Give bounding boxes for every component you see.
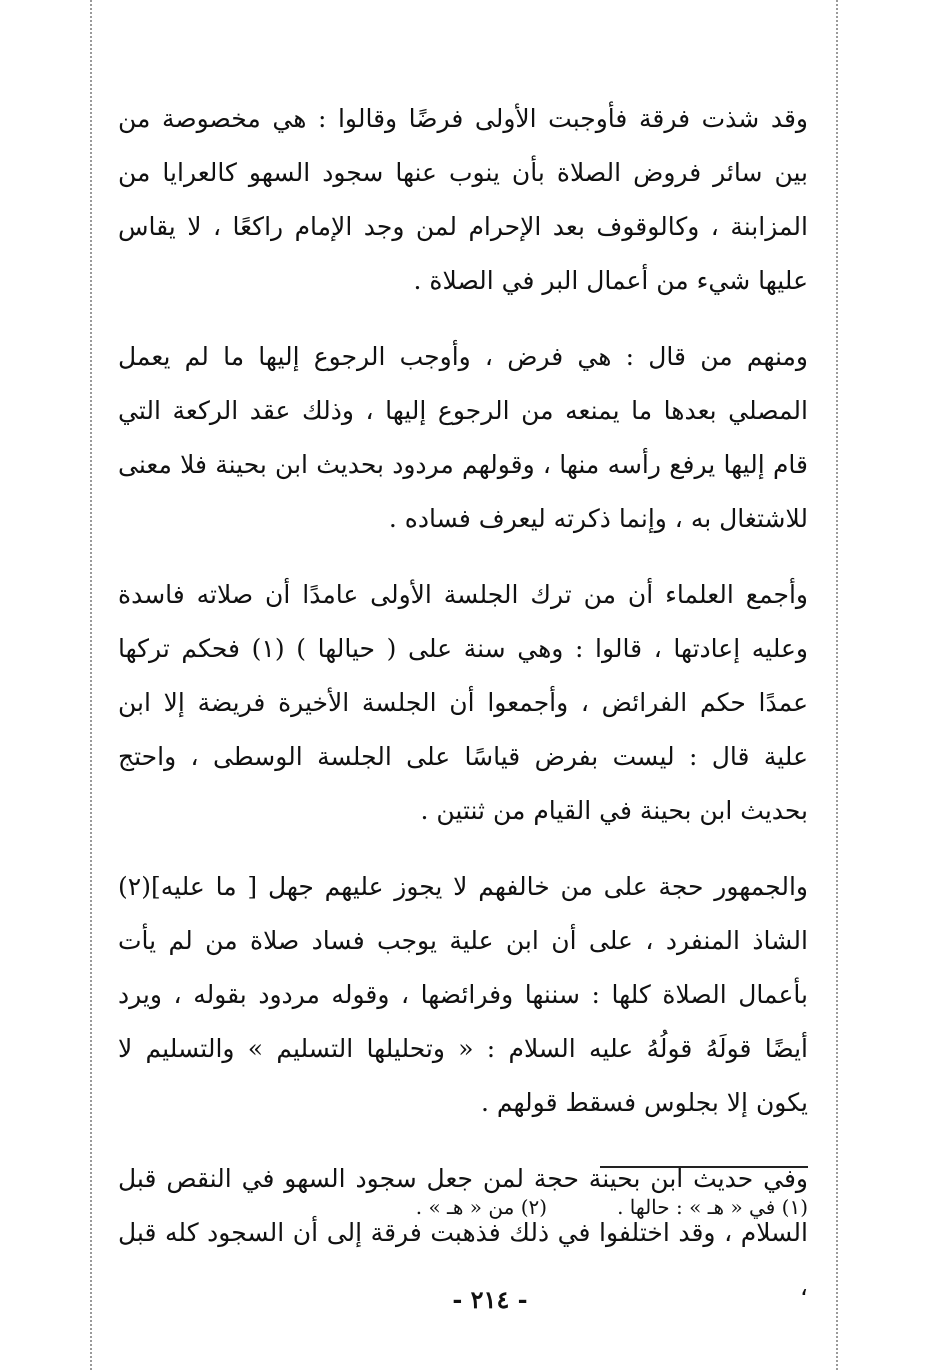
paragraph-3: وأجمع العلماء أن من ترك الجلسة الأولى عامدًا أن صلاته فاسدة وعليه إعادتها ، قالوا : وهي سنة على ( حيالها ) (١) فحكم تركها عمدًا حكم الفرائض ، وأجمعوا أن الجلسة الأخيرة فريضة إلا ابن علية قال : ليست بفرض قياسًا على الجلسة الوسطى ، واحتج بحديث ابن بحينة في القيام من ثنتين . [118, 580, 808, 825]
paragraph-1: وقد شذت فرقة فأوجبت الأولى فرضًا وقالوا : هي مخصوصة من بين سائر فروض الصلاة بأن ينوب عنها سجود السهو كالعرايا من المزابنة ، وكالوقوف بعد الإحرام لمن وجد الإمام راكعًا ، لا يقاس عليها شيء من أعمال البر في الصلاة . [118, 104, 808, 295]
left-margin-guide [90, 0, 92, 1370]
footnote-2: (٢) من « هـ » . [415, 1195, 548, 1219]
footnote-1: (١) في « هـ » : حالها . [617, 1195, 808, 1219]
page-number: - ٢١٤ - [452, 1285, 528, 1314]
paragraph-2: ومنهم من قال : هي فرض ، وأوجب الرجوع إليها ما لم يعمل المصلي بعدها ما يمنعه من الرجوع إليها ، وذلك عقد الركعة التي قام إليها يرفع رأسه منها ، وقولهم مردود بحديث ابن بحينة فلا معنى للاشتغال به ، وإنما ذكرته ليعرف فساده . [118, 342, 808, 533]
footnote-separator [600, 1166, 808, 1168]
body-text [118, 92, 808, 1336]
right-margin-guide [836, 0, 838, 1370]
paragraph-4: والجمهور حجة على من خالفهم لا يجوز عليهم جهل [ ما عليه](٢) الشاذ المنفرد ، على أن ابن علية يوجب فساد صلاة من لم يأت بأعمال الصلاة كلها : سننها وفرائضها ، وقوله مردود بقوله ، ويرد أيضًا قولَهُ قولُهُ عليه السلام : « وتحليلها التسليم » والتسليم لا يكون إلا بجلوس فسقط قولهم . [118, 872, 808, 1117]
footnotes [300, 1192, 808, 1222]
paragraph-5: وفي حديث ابن بحينة حجة لمن جعل سجود السهو في النقص قبل السلام ، وقد اختلفوا في ذلك فذهبت فرقة إلى أن السجود كله قبل ، [118, 1164, 808, 1301]
